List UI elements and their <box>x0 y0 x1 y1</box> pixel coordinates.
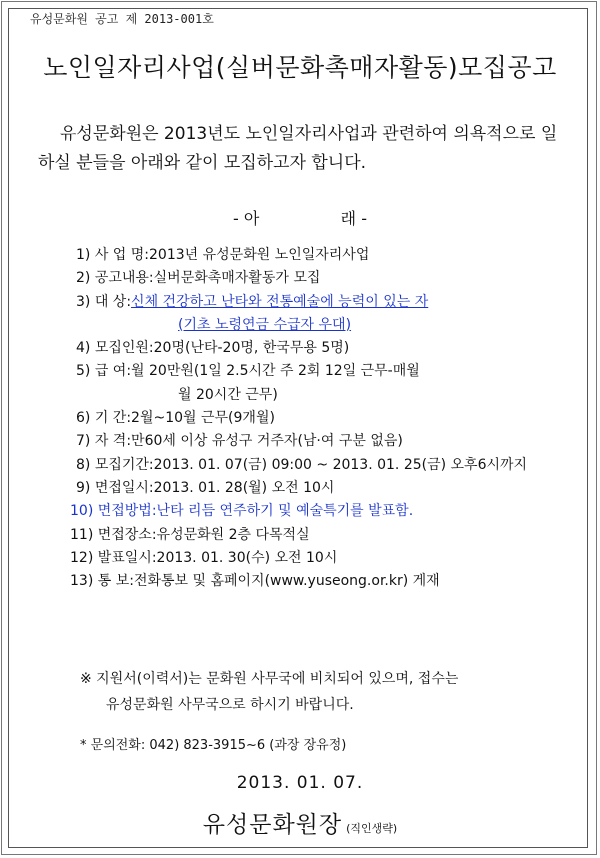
issue-date: 2013. 01. 07. <box>236 773 364 793</box>
note-line: ※ 지원서(이력서)는 문화원 사무국에 비치되어 있으며, 접수는 <box>80 671 459 687</box>
item-value: 2013. 01. 30(수) 오전 10시 <box>156 549 338 566</box>
list-item-salary <box>76 360 527 383</box>
list-item-interview-place <box>70 524 527 547</box>
item-label: 3) 대 상: <box>76 293 132 310</box>
application-note <box>80 666 458 718</box>
list-item-target <box>76 291 527 314</box>
item-value: 2013년 유성문화원 노인일자리사업 <box>149 247 370 263</box>
item-value: 유성문화원 2층 다목적실 <box>156 526 310 543</box>
list-item-business-name <box>76 244 527 267</box>
item-label: 12) 발표일시: <box>70 549 157 566</box>
list-item-notification <box>70 570 527 593</box>
signature-block <box>0 806 600 839</box>
item-value: 난타 리듬 연주하기 및 예술특기를 발표함. <box>156 503 414 520</box>
item-label: 7) 자 격: <box>76 433 132 450</box>
list-item-interview-method <box>70 500 527 523</box>
item-label: 8) 모집기간: <box>76 456 154 473</box>
page-title: 노인일자리사업(실버문화촉매자활동)모집공고 <box>43 53 557 82</box>
item-value: 월 20만원(1일 2.5시간 주 2회 12일 근무-매월 <box>131 363 420 380</box>
item-value: 월 20시간 근무) <box>178 386 278 403</box>
recruitment-details-list <box>70 244 528 593</box>
list-item-salary-continued <box>76 384 527 407</box>
item-label: 5) 급 여: <box>76 363 132 380</box>
contact-phone: * 문의전화: 042) 823-3915~6 (과장 장유정) <box>80 738 347 753</box>
item-value: 만60세 이상 유성구 거주자(남·여 구분 없음) <box>131 433 403 450</box>
item-value: 2월~10월 근무(9개월) <box>131 410 275 427</box>
item-value: 2013. 01. 07(금) 09:00 ~ 2013. 01. 25(금) 오후6시까지 <box>153 456 528 473</box>
item-value: 2013. 01. 28(월) 오전 10시 <box>153 479 335 496</box>
note-line: 유성문화원 사무국으로 하시기 바랍니다. <box>106 697 354 713</box>
item-value: (기초 노령연금 수급자 우대) <box>178 316 352 333</box>
seal-omitted-note: (직인생략) <box>346 822 398 835</box>
list-item-headcount <box>76 337 527 360</box>
item-label: 6) 기 간: <box>76 410 132 427</box>
item-value: 신체 건강하고 난타와 전통예술에 능력이 있는 자 <box>131 293 429 310</box>
list-item-interview-date <box>76 477 527 500</box>
signer-name: 유성문화원장 <box>202 812 343 838</box>
item-label: 2) 공고내용: <box>76 270 154 287</box>
list-item-period <box>76 407 527 430</box>
list-item-qualification <box>76 430 527 453</box>
list-item-target-continued <box>76 314 527 337</box>
item-value: 20명(난타-20명, 한국무용 5명) <box>153 340 350 357</box>
list-item-announcement-date <box>70 547 527 570</box>
item-value: 실버문화촉매자활동가 모집 <box>153 270 321 287</box>
item-label: 11) 면접장소: <box>70 526 157 543</box>
intro-paragraph: 유성문화원은 2013년도 노인일자리사업과 관련하여 의욕적으로 일하실 분들을 아래와 같이 모집하고자 합니다. <box>38 124 558 173</box>
section-heading: - 아 래 - <box>232 209 367 228</box>
item-value: 전화통보 및 홈페이지(www.yuseong.or.kr) 게재 <box>133 573 440 590</box>
list-item-recruitment-period <box>76 454 527 477</box>
notice-number: 유성문화원 공고 제 2013-001호 <box>30 12 214 26</box>
item-label: 10) 면접방법: <box>70 503 157 520</box>
item-label: 1) 사 업 명: <box>76 247 150 263</box>
item-label: 4) 모집인원: <box>76 340 154 357</box>
list-item-notice-content <box>76 267 527 290</box>
item-label: 9) 면접일시: <box>76 479 154 496</box>
item-label: 13) 통 보: <box>70 573 134 590</box>
